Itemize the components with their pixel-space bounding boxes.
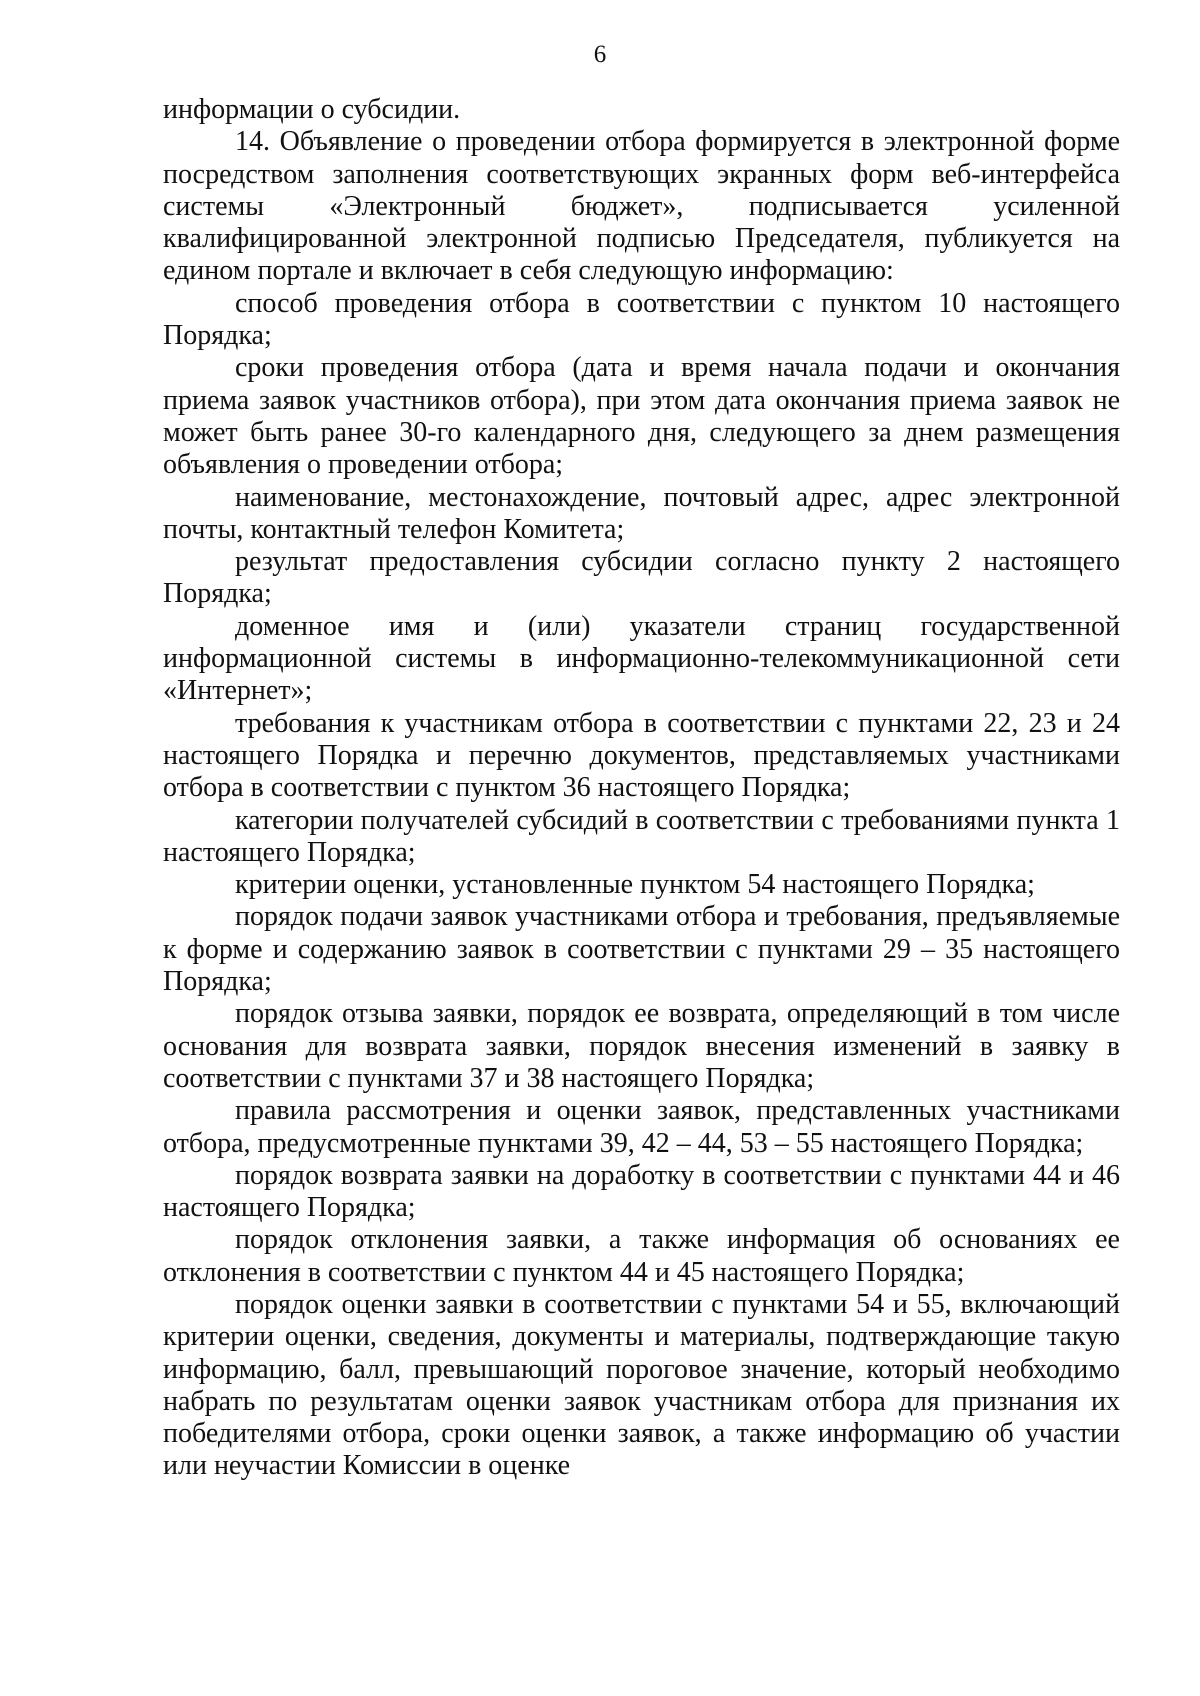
- paragraph: способ проведения отбора в соответствии с пунктом 10 настоящего Порядка;: [163, 287, 1120, 352]
- paragraph: результат предоставления субсидии согласно пункту 2 настоящего Порядка;: [163, 546, 1120, 610]
- document-body: [163, 94, 1120, 1483]
- paragraph: порядок возврата заявки на доработку в соответствии с пунктами 44 и 46 настоящего Порядка;: [163, 1159, 1120, 1224]
- page-number: 6: [593, 41, 607, 68]
- paragraph: порядок подачи заявок участниками отбора и требования, предъявляемые к форме и содержанию заявок в соответствии с пунктами 29 – 35 настоящего Порядка;: [163, 901, 1120, 998]
- paragraph: правила рассмотрения и оценки заявок, представленных участниками отбора, предусмотренные пунктами 39, 42 – 44, 53 – 55 настоящего Порядка;: [163, 1095, 1120, 1159]
- paragraph: порядок оценки заявки в соответствии с пунктами 54 и 55, включающий критерии оценки, сведения, документы и материалы, подтверждающие такую информацию, балл, превышающий пороговое значение, который необходимо набрать по результатам оценки заявок участникам отбора для признания их победителями отбора, сроки оценки заявок, а также информацию об участии или неучастии Комиссии в оценке: [163, 1288, 1120, 1482]
- paragraph: информации о субсидии.: [163, 94, 461, 125]
- paragraph: наименование, местонахождение, почтовый адрес, адрес электронной почты, контактный телефон Комитета;: [163, 481, 1120, 545]
- paragraph: порядок отзыва заявки, порядок ее возврата, определяющий в том числе основания для возврата заявки, порядок внесения изменений в заявку в соответствии с пунктами 37 и 38 настоящего Порядка;: [163, 998, 1120, 1094]
- paragraph: требования к участникам отбора в соответствии с пунктами 22, 23 и 24 настоящего Порядка и перечню документов, представляемых участниками отбора в соответствии с пунктом 36 настоящего Порядка;: [163, 707, 1120, 804]
- paragraph: критерии оценки, установленные пунктом 54 настоящего Порядка;: [235, 869, 1035, 901]
- paragraph: категории получателей субсидий в соответствии с требованиями пункта 1 настоящего Порядка;: [163, 804, 1120, 868]
- paragraph: доменное имя и (или) указатели страниц государственной информационной системы в информационно-телекоммуникационной сети «Интернет»;: [163, 610, 1120, 707]
- paragraph: сроки проведения отбора (дата и время начала подачи и окончания приема заявок участников отбора), при этом дата окончания приема заявок не может быть ранее 30-го календарного дня, следующего за днем размещения объявления о проведении отбора;: [163, 352, 1120, 481]
- paragraph: порядок отклонения заявки, а также информация об основаниях ее отклонения в соответствии с пунктом 44 и 45 настоящего Порядка;: [163, 1224, 1120, 1288]
- paragraph: 14. Объявление о проведении отбора формируется в электронной форме посредством заполнения соответствующих экранных форм веб-интерфейса системы «Электронный бюджет», подписывается усиленной квалифицированной электронной подписью Председателя, публикуется на едином портале и включает в себя следующую информацию:: [163, 126, 1120, 287]
